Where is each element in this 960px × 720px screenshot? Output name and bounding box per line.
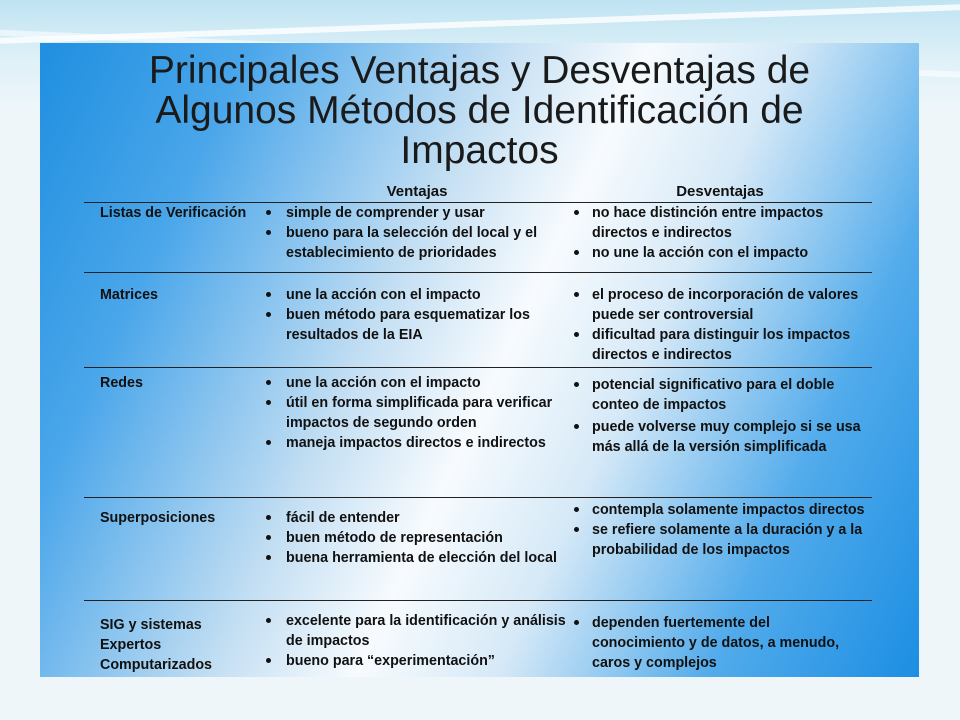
bullet-icon bbox=[574, 210, 579, 215]
method-cell: Matrices bbox=[100, 287, 159, 303]
list-item: une la acción con el impacto bbox=[262, 373, 572, 393]
bullet-icon bbox=[266, 230, 271, 235]
list-item: puede volverse muy complejo si se usa más allá de la versión simplificada bbox=[574, 417, 866, 457]
list-item: excelente para la identificación y análisis de impactos bbox=[262, 611, 572, 651]
list-item: potencial significativo para el doble conteo de impactos bbox=[574, 375, 866, 415]
bullet-icon bbox=[266, 658, 271, 663]
bullet-icon bbox=[266, 535, 271, 540]
bullet-icon bbox=[266, 555, 271, 560]
method-cell: Redes bbox=[100, 375, 143, 391]
list-item: maneja impactos directos e indirectos bbox=[262, 433, 572, 453]
list-item: no une la acción con el impacto bbox=[574, 243, 866, 263]
list-item: buen método para esquematizar los resultados de la EIA bbox=[262, 305, 572, 345]
ventajas-cell bbox=[262, 373, 572, 453]
ventajas-cell bbox=[262, 285, 572, 345]
table-row bbox=[84, 601, 872, 681]
header-ventajas: Ventajas bbox=[386, 183, 448, 200]
page-title bbox=[40, 51, 919, 171]
list-item: contempla solamente impactos directos bbox=[574, 500, 866, 520]
desventajas-cell bbox=[574, 285, 866, 365]
desventajas-cell bbox=[574, 203, 866, 263]
list-item: el proceso de incorporación de valores puede ser controversial bbox=[574, 285, 866, 325]
bullet-icon bbox=[574, 507, 579, 512]
bullet-icon bbox=[266, 312, 271, 317]
bullet-icon bbox=[574, 527, 579, 532]
bullet-icon bbox=[574, 382, 579, 387]
bullet-icon bbox=[266, 292, 271, 297]
table-row bbox=[84, 368, 872, 498]
bullet-icon bbox=[574, 424, 579, 429]
ventajas-cell bbox=[262, 508, 572, 568]
list-item: bueno para la selección del local y el establecimiento de prioridades bbox=[262, 223, 572, 263]
slide bbox=[40, 43, 919, 677]
bullet-icon bbox=[266, 400, 271, 405]
title-line-2: Algunos Métodos de Identificación de bbox=[155, 89, 804, 132]
header-desventajas: Desventajas bbox=[676, 183, 764, 200]
list-item: dependen fuertemente del conocimiento y de datos, a menudo, caros y complejos bbox=[574, 613, 866, 673]
list-item: se refiere solamente a la duración y a la probabilidad de los impactos bbox=[574, 520, 866, 560]
bullet-icon bbox=[266, 515, 271, 520]
method-cell: SIG y sistemas Expertos Computarizados bbox=[100, 617, 213, 673]
list-item: dificultad para distinguir los impactos directos e indirectos bbox=[574, 325, 866, 365]
bullet-icon bbox=[574, 292, 579, 297]
desventajas-cell bbox=[574, 375, 866, 457]
list-item: une la acción con el impacto bbox=[262, 285, 572, 305]
desventajas-cell bbox=[574, 613, 866, 673]
method-cell: Listas de Verificación bbox=[100, 205, 247, 221]
comparison-table bbox=[84, 182, 872, 681]
bullet-icon bbox=[574, 332, 579, 337]
list-item: buen método de representación bbox=[262, 528, 572, 548]
list-item: fácil de entender bbox=[262, 508, 572, 528]
table-row bbox=[84, 203, 872, 273]
table-header bbox=[84, 182, 872, 203]
list-item: simple de comprender y usar bbox=[262, 203, 572, 223]
method-cell: Superposiciones bbox=[100, 510, 216, 526]
table-row bbox=[84, 498, 872, 601]
bullet-icon bbox=[266, 440, 271, 445]
list-item: no hace distinción entre impactos directos e indirectos bbox=[574, 203, 866, 243]
list-item: buena herramienta de elección del local bbox=[262, 548, 572, 568]
bullet-icon bbox=[266, 210, 271, 215]
list-item: bueno para “experimentación” bbox=[262, 651, 572, 671]
ventajas-cell bbox=[262, 611, 572, 671]
list-item: útil en forma simplificada para verificar impactos de segundo orden bbox=[262, 393, 572, 433]
title-line-1: Principales Ventajas y Desventajas de bbox=[148, 49, 811, 92]
bullet-icon bbox=[574, 250, 579, 255]
bullet-icon bbox=[574, 620, 579, 625]
ventajas-cell bbox=[262, 203, 572, 263]
bullet-icon bbox=[266, 618, 271, 623]
title-line-3: Impactos bbox=[400, 129, 559, 172]
desventajas-cell bbox=[574, 500, 866, 560]
table-row bbox=[84, 273, 872, 368]
bullet-icon bbox=[266, 380, 271, 385]
